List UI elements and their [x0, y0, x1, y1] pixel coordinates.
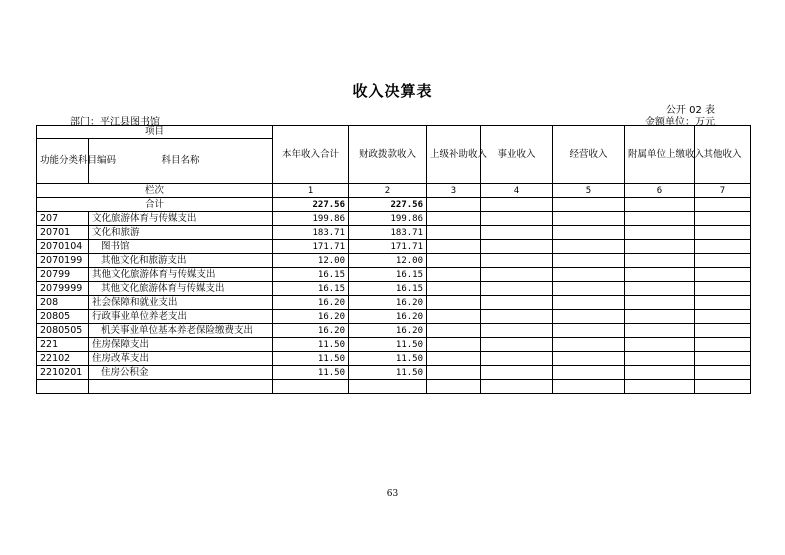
row-col1: 16.20 — [273, 296, 349, 310]
index-6: 6 — [625, 184, 695, 198]
row-col2: 183.71 — [349, 226, 427, 240]
row-name: 住房公积金 — [89, 366, 273, 380]
header-col6: 附属单位上缴收入 — [625, 126, 695, 184]
index-7: 7 — [695, 184, 751, 198]
row-name: 其他文化旅游体育与传媒支出 — [89, 268, 273, 282]
department-label: 部门：平江县图书馆 — [70, 117, 160, 128]
row-col1: 11.50 — [273, 366, 349, 380]
row-col2: 11.50 — [349, 352, 427, 366]
page-title: 收入决算表 — [352, 82, 433, 100]
row-code: 22102 — [37, 352, 89, 366]
form-number: 公开 02 表 — [665, 105, 715, 116]
row-code: 2080505 — [37, 324, 89, 338]
row-col2: 16.20 — [349, 324, 427, 338]
row-col2: 16.20 — [349, 310, 427, 324]
row-col2: 16.15 — [349, 282, 427, 296]
header-col1: 本年收入合计 — [273, 126, 349, 184]
header-col3: 上级补助收入 — [427, 126, 481, 184]
table-row — [37, 268, 751, 282]
table-row — [37, 310, 751, 324]
table-row — [37, 226, 751, 240]
table-row — [37, 240, 751, 254]
header-name: 科目名称 — [89, 139, 273, 184]
row-col2: 11.50 — [349, 366, 427, 380]
table-row — [37, 366, 751, 380]
row-col1: 183.71 — [273, 226, 349, 240]
index-1: 1 — [273, 184, 349, 198]
row-col2: 171.71 — [349, 240, 427, 254]
row-name: 文化旅游体育与传媒支出 — [89, 212, 273, 226]
row-name: 图书馆 — [89, 240, 273, 254]
total-col1: 227.56 — [273, 198, 349, 212]
row-code: 2070199 — [37, 254, 89, 268]
row-code: 20701 — [37, 226, 89, 240]
header-row-top — [37, 126, 751, 139]
total-label: 合计 — [37, 198, 273, 212]
header-col7: 其他收入 — [695, 126, 751, 184]
row-col1: 16.15 — [273, 268, 349, 282]
row-code: 2079999 — [37, 282, 89, 296]
row-col1: 11.50 — [273, 352, 349, 366]
row-col2: 12.00 — [349, 254, 427, 268]
income-final-accounts-table — [36, 125, 751, 394]
row-name: 文化和旅游 — [89, 226, 273, 240]
table-row — [37, 296, 751, 310]
total-col2: 227.56 — [349, 198, 427, 212]
row-col1: 171.71 — [273, 240, 349, 254]
row-name: 住房改革支出 — [89, 352, 273, 366]
header-col2: 财政拨款收入 — [349, 126, 427, 184]
index-2: 2 — [349, 184, 427, 198]
page-number: 63 — [386, 489, 399, 499]
row-col2: 11.50 — [349, 338, 427, 352]
table-row — [37, 338, 751, 352]
header-col4: 事业收入 — [481, 126, 553, 184]
row-name: 其他文化和旅游支出 — [89, 254, 273, 268]
amount-unit-label: 金额单位：万元 — [645, 117, 715, 128]
table-row — [37, 352, 751, 366]
row-name: 其他文化旅游体育与传媒支出 — [89, 282, 273, 296]
row-code: 221 — [37, 338, 89, 352]
row-col1: 11.50 — [273, 338, 349, 352]
index-row — [37, 184, 751, 198]
header-item: 项目 — [37, 126, 273, 139]
row-col2: 199.86 — [349, 212, 427, 226]
empty-row — [37, 380, 751, 394]
row-code: 2210201 — [37, 366, 89, 380]
table-row — [37, 212, 751, 226]
row-name: 行政事业单位养老支出 — [89, 310, 273, 324]
row-code: 208 — [37, 296, 89, 310]
index-3: 3 — [427, 184, 481, 198]
table-row — [37, 254, 751, 268]
row-code: 20805 — [37, 310, 89, 324]
row-col1: 16.20 — [273, 310, 349, 324]
table-row — [37, 324, 751, 338]
row-code: 20799 — [37, 268, 89, 282]
row-name: 住房保障支出 — [89, 338, 273, 352]
index-label: 栏次 — [37, 184, 273, 198]
row-col1: 12.00 — [273, 254, 349, 268]
row-col2: 16.15 — [349, 268, 427, 282]
header-col5: 经营收入 — [553, 126, 625, 184]
header-code: 功能分类科目编码 — [37, 139, 89, 184]
table-row — [37, 282, 751, 296]
row-col1: 16.15 — [273, 282, 349, 296]
total-row — [37, 198, 751, 212]
row-name: 社会保障和就业支出 — [89, 296, 273, 310]
row-col1: 16.20 — [273, 324, 349, 338]
row-name: 机关事业单位基本养老保险缴费支出 — [89, 324, 273, 338]
row-code: 207 — [37, 212, 89, 226]
row-col1: 199.86 — [273, 212, 349, 226]
index-5: 5 — [553, 184, 625, 198]
row-col2: 16.20 — [349, 296, 427, 310]
index-4: 4 — [481, 184, 553, 198]
row-code: 2070104 — [37, 240, 89, 254]
